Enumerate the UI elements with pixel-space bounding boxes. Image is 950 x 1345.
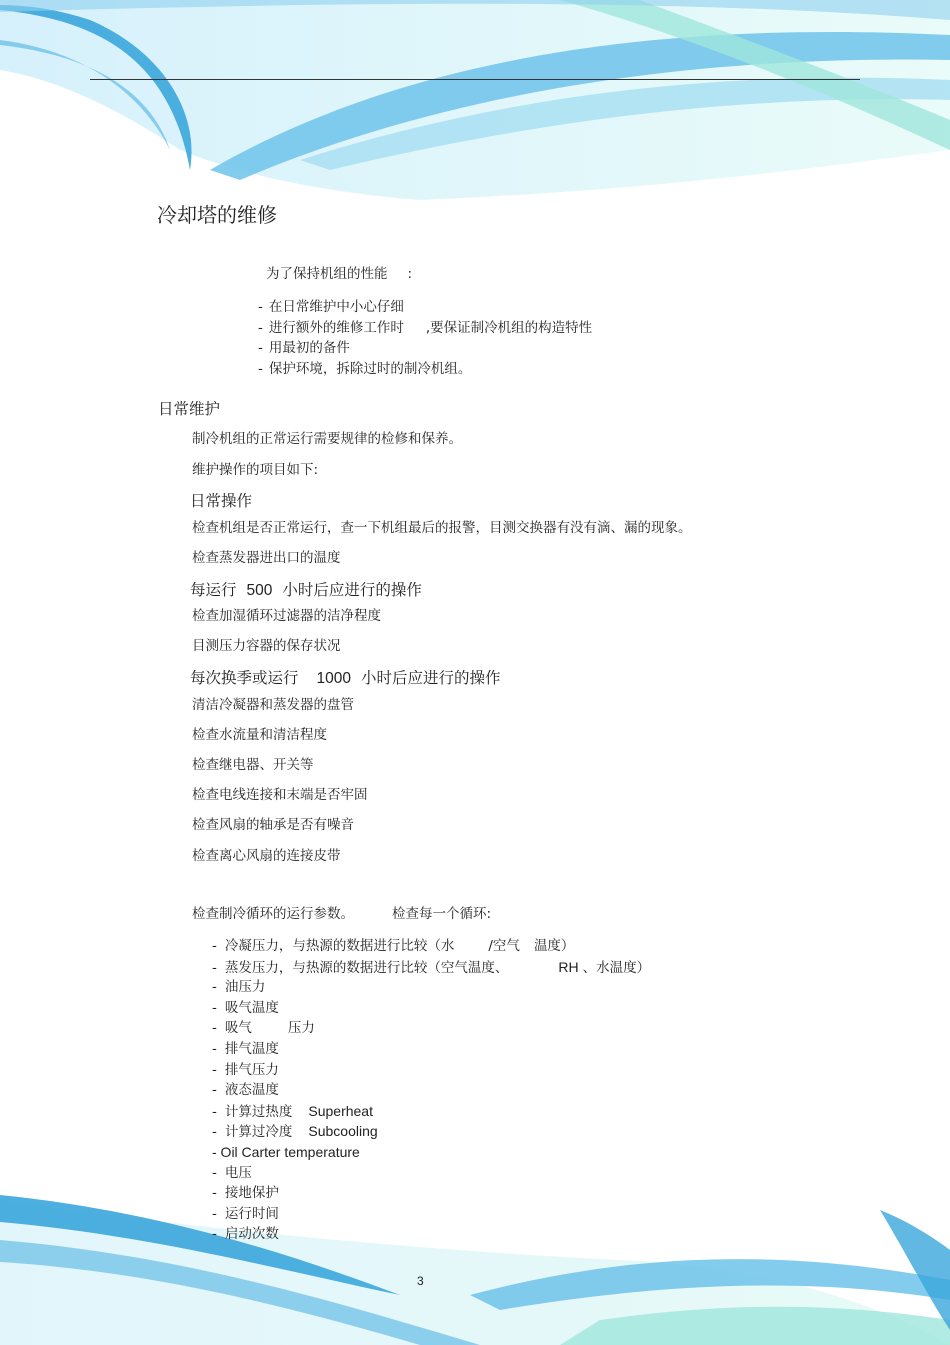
- document-title: 冷却塔的维修: [157, 203, 277, 227]
- list-item: - 蒸发压力，与热源的数据进行比较（空气温度、 RH 、水温度）: [212, 958, 651, 976]
- list-item: - 冷凝压力，与热源的数据进行比较（水 /空气 温度）: [212, 938, 575, 954]
- list-item: - 运行时间: [212, 1205, 279, 1222]
- intro-colon: :: [407, 266, 413, 282]
- list-item: - 油压力: [212, 979, 266, 996]
- list-item: - Oil Carter temperature: [212, 1143, 360, 1160]
- list-item: - 排气温度: [212, 1040, 279, 1057]
- 500-hours-heading: 每运行 500 小时后应进行的操作: [190, 581, 422, 599]
- 1000-hours-item: 检查水流量和清洁程度: [192, 727, 327, 743]
- list-item: - 用最初的备件: [258, 340, 350, 357]
- daily-paragraph-2: 维护操作的项目如下:: [192, 462, 319, 478]
- 1000-hours-item: 检查风扇的轴承是否有噪音: [192, 817, 354, 833]
- list-item: - 启动次数: [212, 1226, 279, 1243]
- 500-hours-item: 目测压力容器的保存状况: [192, 638, 341, 654]
- list-item: - 电压: [212, 1164, 252, 1181]
- routine-item: 检查蒸发器进出口的温度: [192, 550, 341, 566]
- header-rule: [90, 79, 860, 80]
- list-item: - 进行额外的维修工作时 ,要保证制冷机组的构造特性: [258, 319, 593, 336]
- routine-heading: 日常操作: [190, 492, 253, 510]
- 1000-hours-item: 清洁冷凝器和蒸发器的盘管: [192, 697, 354, 713]
- intro-label: 为了保持机组的性能: [266, 266, 388, 282]
- list-item: - 在日常维护中小心仔细: [258, 299, 404, 315]
- page-number: 3: [417, 1274, 424, 1288]
- list-item: - 计算过冷度 Subcooling: [212, 1123, 378, 1141]
- list-item: - 接地保护: [212, 1185, 279, 1202]
- cycle-paragraph: 检查制冷循环的运行参数。 检查每一个循环:: [192, 906, 492, 922]
- 1000-hours-item: 检查继电器、开关等: [192, 757, 314, 773]
- cycle-parameter-list: [212, 938, 650, 1247]
- list-item: - 液态温度: [212, 1082, 279, 1099]
- 1000-hours-heading: 每次换季或运行 1000 小时后应进行的操作: [190, 669, 501, 687]
- daily-paragraph-1: 制冷机组的正常运行需要规律的检修和保养。: [192, 431, 462, 447]
- list-item: - 吸气温度: [212, 999, 279, 1016]
- 500-hours-item: 检查加湿循环过滤器的洁净程度: [192, 608, 381, 624]
- 1000-hours-item: 检查离心风扇的连接皮带: [192, 848, 341, 864]
- list-item: - 保护环境，拆除过时的制冷机组。: [258, 361, 472, 378]
- routine-item: 检查机组是否正常运行，查一下机组最后的报警，目测交换器有没有滴、漏的现象。: [192, 520, 692, 536]
- daily-maintenance-heading: 日常维护: [158, 400, 221, 418]
- intro-line: [266, 268, 412, 282]
- list-item: - 排气压力: [212, 1061, 279, 1078]
- intro-list: [258, 299, 592, 382]
- list-item: - 计算过热度 Superheat: [212, 1102, 373, 1120]
- 1000-hours-item: 检查电线连接和末端是否牢固: [192, 787, 368, 803]
- list-item: - 吸气 压力: [212, 1020, 315, 1037]
